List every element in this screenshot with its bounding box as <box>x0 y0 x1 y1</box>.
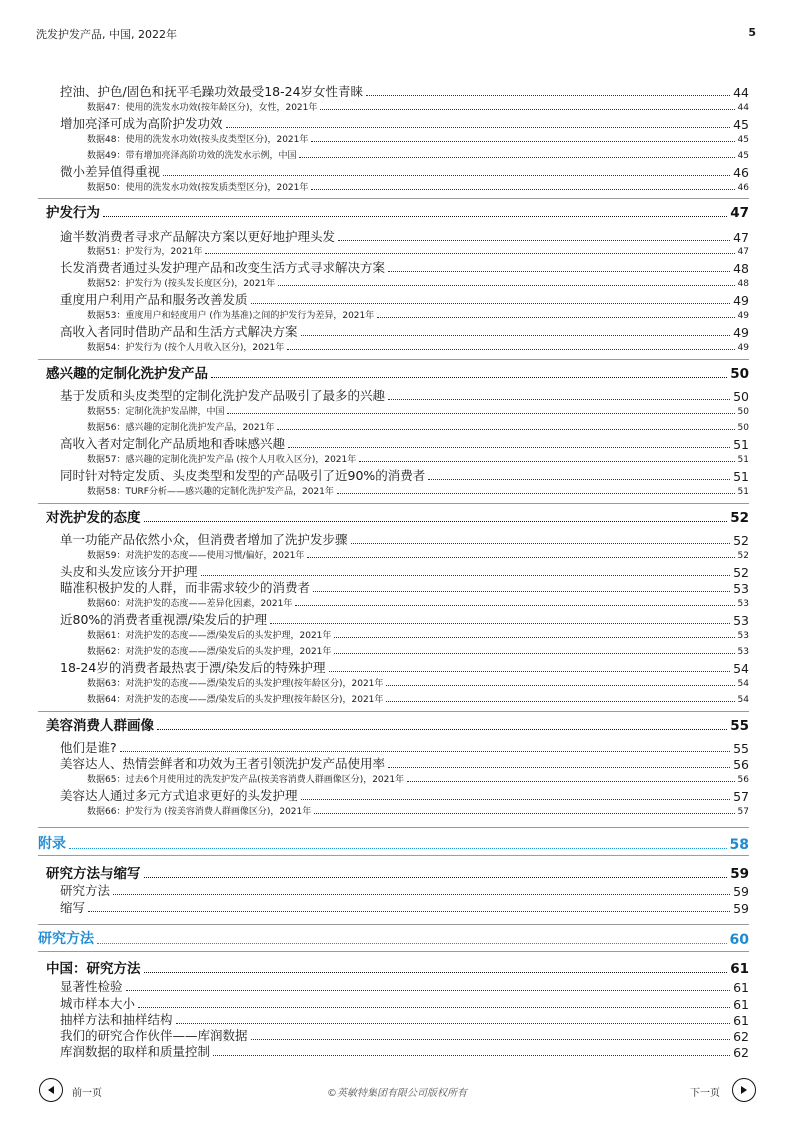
toc-leader-dots <box>388 399 730 400</box>
toc-leader-dots <box>176 1023 731 1024</box>
toc-entry-title: 数据61：对洗护发的态度——漂/染发后的头发护理，2021年 <box>87 631 332 641</box>
toc-entry-title: 数据49：带有增加亮泽高阶功效的洗发水示例，中国 <box>87 151 297 161</box>
toc-entry-page: 49 <box>733 325 749 340</box>
toc-leader-dots <box>320 109 734 110</box>
toc-item-entry[interactable] <box>60 388 749 404</box>
toc-leader-dots <box>301 799 731 800</box>
toc-entry-page: 56 <box>733 757 749 772</box>
toc-item-entry[interactable] <box>60 84 749 100</box>
toc-leader-dots <box>337 493 735 494</box>
toc-entry-page: 50 <box>737 423 749 433</box>
toc-leader-dots <box>428 479 730 480</box>
toc-entry-page: 54 <box>737 679 749 689</box>
toc-leader-dots <box>144 521 728 522</box>
toc-entry-page: 52 <box>737 551 749 561</box>
toc-entry-page: 44 <box>737 103 749 113</box>
toc-entry-page: 53 <box>733 613 749 628</box>
toc-entry-title: 近80%的消费者重视漂/染发后的护理 <box>60 612 267 627</box>
toc-entry-title: 数据66：护发行为 (按美容消费人群画像区分)，2021年 <box>87 807 312 817</box>
toc-entry-page: 54 <box>733 661 749 676</box>
toc-leader-dots <box>287 349 734 350</box>
toc-entry-title: 重度用户利用产品和服务改善发质 <box>60 292 248 307</box>
toc-section-entry[interactable] <box>46 203 749 221</box>
toc-entry-page: 61 <box>733 997 749 1012</box>
toc-figure-entry[interactable] <box>87 405 749 417</box>
toc-entry-page: 50 <box>733 389 749 404</box>
toc-leader-dots <box>338 240 730 241</box>
toc-leader-dots <box>211 377 727 378</box>
toc-entry-page: 48 <box>733 261 749 276</box>
page-number: 5 <box>748 26 756 39</box>
toc-entry-title: 数据50：使用的洗发水功效(按发质类型区分)，2021年 <box>87 183 309 193</box>
toc-entry-title: 我们的研究合作伙伴——库润数据 <box>60 1028 248 1043</box>
toc-entry-page: 51 <box>733 437 749 452</box>
toc-leader-dots <box>386 685 734 686</box>
toc-entry-title: 数据56：感兴趣的定制化洗护发产品，2021年 <box>87 423 275 433</box>
toc-leader-dots <box>163 175 730 176</box>
toc-leader-dots <box>307 557 734 558</box>
toc-entry-title: 基于发质和头皮类型的定制化洗护发产品吸引了最多的兴趣 <box>60 388 386 403</box>
toc-figure-entry[interactable] <box>87 677 749 689</box>
next-page-button[interactable] <box>732 1078 756 1102</box>
toc-entry-page: 57 <box>737 807 749 817</box>
page-footer <box>0 1078 794 1104</box>
toc-entry-title: 中国：研究方法 <box>46 961 141 977</box>
toc-item-entry[interactable] <box>60 612 749 628</box>
toc-figure-entry[interactable] <box>87 805 749 817</box>
toc-figure-entry[interactable] <box>87 309 749 321</box>
toc-entry-title: 抽样方法和抽样结构 <box>60 1012 173 1027</box>
toc-entry-title: 数据58：TURF分析——感兴趣的定制化洗护发产品，2021年 <box>87 487 334 497</box>
toc-entry-page: 59 <box>730 866 749 882</box>
section-divider <box>38 198 749 199</box>
toc-figure-entry[interactable] <box>87 181 749 193</box>
toc-item-entry[interactable] <box>60 292 749 308</box>
section-divider <box>38 503 749 504</box>
toc-entry-title: 瞄准积极护发的人群，而非需求较少的消费者 <box>60 580 311 595</box>
toc-item-entry[interactable] <box>60 116 749 132</box>
toc-entry-page: 59 <box>733 884 749 899</box>
toc-entry-page: 53 <box>733 581 749 596</box>
toc-entry-title: 头皮和头发应该分开护理 <box>60 564 198 579</box>
toc-leader-dots <box>227 413 734 414</box>
toc-leader-dots <box>386 701 734 702</box>
toc-entry-title: 研究方法 <box>38 931 94 947</box>
toc-entry-title: 数据59：对洗护发的态度——使用习惯/偏好，2021年 <box>87 551 305 561</box>
toc-leader-dots <box>278 285 734 286</box>
toc-entry-page: 44 <box>733 85 749 100</box>
toc-entry-title: 美容达人、热情尝鲜者和功效为王者引领洗护发产品使用率 <box>60 756 386 771</box>
next-page-label[interactable]: 下一页 <box>690 1088 720 1099</box>
toc-entry-page: 61 <box>733 1013 749 1028</box>
section-divider <box>38 359 749 360</box>
toc-figure-entry[interactable] <box>87 629 749 641</box>
toc-entry-page: 53 <box>737 647 749 657</box>
toc-leader-dots <box>329 671 731 672</box>
toc-figure-entry[interactable] <box>87 341 749 353</box>
toc-entry-page: 45 <box>737 135 749 145</box>
toc-leader-dots <box>407 781 734 782</box>
toc-leader-dots <box>113 894 730 895</box>
toc-entry-page: 49 <box>737 343 749 353</box>
toc-leader-dots <box>359 461 734 462</box>
toc-entry-title: 研究方法 <box>60 883 111 898</box>
section-divider <box>38 855 749 856</box>
toc-figure-entry[interactable] <box>87 421 749 433</box>
toc-entry-title: 数据53：重度用户和轻度用户 (作为基准)之间的护发行为差异，2021年 <box>87 311 375 321</box>
toc-leader-dots <box>251 303 731 304</box>
toc-entry-title: 数据52：护发行为 (按头发长度区分)，2021年 <box>87 279 276 289</box>
toc-item-entry[interactable] <box>60 436 749 452</box>
toc-entry-page: 52 <box>730 510 749 526</box>
section-divider <box>38 924 749 925</box>
toc-entry-page: 57 <box>733 789 749 804</box>
toc-chapter-entry[interactable] <box>38 930 749 948</box>
toc-leader-dots <box>97 943 727 944</box>
toc-leader-dots <box>120 751 730 752</box>
toc-entry-title: 数据55：定制化洗护发品牌，中国 <box>87 407 225 417</box>
toc-figure-entry[interactable] <box>87 773 749 785</box>
toc-item-entry[interactable] <box>60 900 749 916</box>
toc-entry-page: 45 <box>737 151 749 161</box>
toc-leader-dots <box>388 271 730 272</box>
toc-leader-dots <box>313 591 730 592</box>
toc-entry-title: 数据47：使用的洗发水功效(按年龄区分)，女性，2021年 <box>87 103 318 113</box>
toc-entry-title: 感兴趣的定制化洗护发产品 <box>46 366 208 382</box>
toc-leader-dots <box>311 141 734 142</box>
toc-leader-dots <box>351 543 731 544</box>
toc-entry-title: 库润数据的取样和质量控制 <box>60 1044 211 1059</box>
toc-leader-dots <box>314 813 734 814</box>
toc-entry-title: 数据60：对洗护发的态度——差异化因素，2021年 <box>87 599 293 609</box>
toc-leader-dots <box>103 216 727 217</box>
toc-leader-dots <box>205 253 734 254</box>
toc-entry-title: 缩写 <box>60 900 86 915</box>
toc-entry-title: 美容达人通过多元方式追求更好的头发护理 <box>60 788 298 803</box>
toc-entry-page: 52 <box>733 565 749 580</box>
toc-figure-entry[interactable] <box>87 245 749 257</box>
toc-entry-page: 50 <box>730 366 749 382</box>
copyright-notice: ©英敏特集团有限公司版权所有 <box>327 1088 467 1099</box>
toc-figure-entry[interactable] <box>87 693 749 705</box>
toc-chapter-entry[interactable] <box>38 835 749 853</box>
toc-leader-dots <box>144 972 728 973</box>
toc-leader-dots <box>388 767 730 768</box>
toc-entry-title: 美容消费人群画像 <box>46 718 154 734</box>
toc-figure-entry[interactable] <box>87 133 749 145</box>
toc-entry-page: 51 <box>737 455 749 465</box>
toc-entry-title: 数据48：使用的洗发水功效(按头皮类型区分)，2021年 <box>87 135 309 145</box>
toc-item-entry[interactable] <box>60 788 749 804</box>
toc-entry-page: 54 <box>737 695 749 705</box>
toc-entry-title: 高收入者同时借助产品和生活方式解决方案 <box>60 324 298 339</box>
toc-item-entry[interactable] <box>60 229 749 245</box>
toc-entry-page: 51 <box>737 487 749 497</box>
toc-item-entry[interactable] <box>60 580 749 596</box>
toc-leader-dots <box>213 1055 730 1056</box>
toc-leader-dots <box>126 990 731 991</box>
toc-entry-title: 数据62：对洗护发的态度——漂/染发后的头发护理，2021年 <box>87 647 332 657</box>
toc-entry-title: 数据64：对洗护发的态度——漂/染发后的头发护理(按年龄区分)，2021年 <box>87 695 384 705</box>
toc-entry-title: 数据54：护发行为 (按个人月收入区分)，2021年 <box>87 343 285 353</box>
toc-leader-dots <box>301 335 731 336</box>
toc-entry-page: 53 <box>737 599 749 609</box>
toc-entry-title: 18-24岁的消费者最热衷于漂/染发后的特殊护理 <box>60 660 326 675</box>
toc-item-entry[interactable] <box>60 979 749 995</box>
toc-item-entry[interactable] <box>60 756 749 772</box>
toc-entry-title: 同时针对特定发质、头皮类型和发型的产品吸引了近90%的消费者 <box>60 468 426 483</box>
toc-entry-title: 数据57：感兴趣的定制化洗护发产品 (按个人月收入区分)，2021年 <box>87 455 357 465</box>
toc-entry-page: 62 <box>733 1045 749 1060</box>
toc-entry-title: 数据65：过去6个月使用过的洗发护发产品(按美容消费人群画像区分)，2021年 <box>87 775 405 785</box>
toc-entry-page: 48 <box>737 279 749 289</box>
toc-leader-dots <box>251 1039 731 1040</box>
toc-entry-title: 城市样本大小 <box>60 996 136 1011</box>
toc-leader-dots <box>366 95 730 96</box>
toc-entry-page: 56 <box>737 775 749 785</box>
toc-item-entry[interactable] <box>60 324 749 340</box>
toc-entry-title: 护发行为 <box>46 205 100 221</box>
toc-entry-title: 增加亮泽可成为高阶护发功效 <box>60 116 223 131</box>
toc-entry-title: 数据51：护发行为，2021年 <box>87 247 203 257</box>
toc-entry-page: 52 <box>733 533 749 548</box>
toc-section-entry[interactable] <box>46 959 749 977</box>
toc-entry-title: 控油、护色/固色和抚平毛躁功效最受18-24岁女性青睐 <box>60 84 364 99</box>
toc-entry-page: 60 <box>729 932 749 948</box>
toc-entry-page: 47 <box>733 230 749 245</box>
toc-leader-dots <box>144 877 728 878</box>
toc-figure-entry[interactable] <box>87 549 749 561</box>
toc-entry-title: 附录 <box>38 836 66 852</box>
toc-figure-entry[interactable] <box>87 485 749 497</box>
toc-entry-page: 59 <box>733 901 749 916</box>
toc-entry-title: 数据63：对洗护发的态度——漂/染发后的头发护理(按年龄区分)，2021年 <box>87 679 384 689</box>
toc-leader-dots <box>69 848 727 849</box>
toc-entry-page: 49 <box>737 311 749 321</box>
toc-entry-page: 58 <box>729 837 749 853</box>
toc-item-entry[interactable] <box>60 1044 749 1060</box>
toc-leader-dots <box>88 911 730 912</box>
previous-page-label[interactable]: 前一页 <box>72 1088 102 1099</box>
toc-item-entry[interactable] <box>60 660 749 676</box>
toc-section-entry[interactable] <box>46 716 749 734</box>
toc-figure-entry[interactable] <box>87 453 749 465</box>
toc-entry-page: 55 <box>730 718 749 734</box>
toc-entry-title: 逾半数消费者寻求产品解决方案以更好地护理头发 <box>60 229 336 244</box>
toc-entry-page: 46 <box>737 183 749 193</box>
toc-figure-entry[interactable] <box>87 645 749 657</box>
toc-leader-dots <box>311 189 734 190</box>
toc-leader-dots <box>270 623 730 624</box>
toc-figure-entry[interactable] <box>87 277 749 289</box>
toc-item-entry[interactable] <box>60 883 749 899</box>
toc-entry-page: 47 <box>737 247 749 257</box>
toc-leader-dots <box>157 729 727 730</box>
section-divider <box>38 951 749 952</box>
toc-leader-dots <box>334 637 734 638</box>
toc-entry-page: 61 <box>730 961 749 977</box>
toc-figure-entry[interactable] <box>87 101 749 113</box>
document-title: 洗发护发产品, 中国, 2022年 <box>36 28 177 41</box>
toc-entry-title: 显著性检验 <box>60 979 123 994</box>
toc-figure-entry[interactable] <box>87 149 749 161</box>
toc-section-entry[interactable] <box>46 508 749 526</box>
toc-entry-page: 45 <box>733 117 749 132</box>
section-divider <box>38 827 749 828</box>
toc-entry-title: 高收入者对定制化产品质地和香味感兴趣 <box>60 436 286 451</box>
toc-section-entry[interactable] <box>46 364 749 382</box>
triangle-right-icon <box>740 1086 748 1094</box>
toc-leader-dots <box>299 157 734 158</box>
section-divider <box>38 711 749 712</box>
toc-leader-dots <box>226 127 731 128</box>
toc-entry-page: 55 <box>733 741 749 756</box>
toc-entry-title: 微小差异值得重视 <box>60 164 161 179</box>
toc-leader-dots <box>138 1007 730 1008</box>
toc-leader-dots <box>295 605 734 606</box>
toc-entry-title: 单一功能产品依然小众，但消费者增加了洗护发步骤 <box>60 532 348 547</box>
toc-entry-page: 50 <box>737 407 749 417</box>
toc-entry-title: 研究方法与缩写 <box>46 866 141 882</box>
toc-entry-page: 47 <box>730 205 749 221</box>
toc-entry-page: 53 <box>737 631 749 641</box>
toc-entry-page: 49 <box>733 293 749 308</box>
toc-leader-dots <box>334 653 734 654</box>
toc-entry-page: 61 <box>733 980 749 995</box>
toc-entry-title: 长发消费者通过头发护理产品和改变生活方式寻求解决方案 <box>60 260 386 275</box>
toc-entry-page: 62 <box>733 1029 749 1044</box>
toc-item-entry[interactable] <box>60 164 749 180</box>
toc-leader-dots <box>288 447 730 448</box>
toc-leader-dots <box>201 575 731 576</box>
toc-item-entry[interactable] <box>60 532 749 548</box>
toc-item-entry[interactable] <box>60 468 749 484</box>
toc-entry-page: 51 <box>733 469 749 484</box>
toc-entry-title: 他们是谁? <box>60 740 117 755</box>
toc-entry-page: 46 <box>733 165 749 180</box>
toc-section-entry[interactable] <box>46 864 749 882</box>
toc-leader-dots <box>377 317 734 318</box>
toc-item-entry[interactable] <box>60 260 749 276</box>
toc-leader-dots <box>277 429 734 430</box>
toc-entry-title: 对洗护发的态度 <box>46 510 141 526</box>
toc-figure-entry[interactable] <box>87 597 749 609</box>
